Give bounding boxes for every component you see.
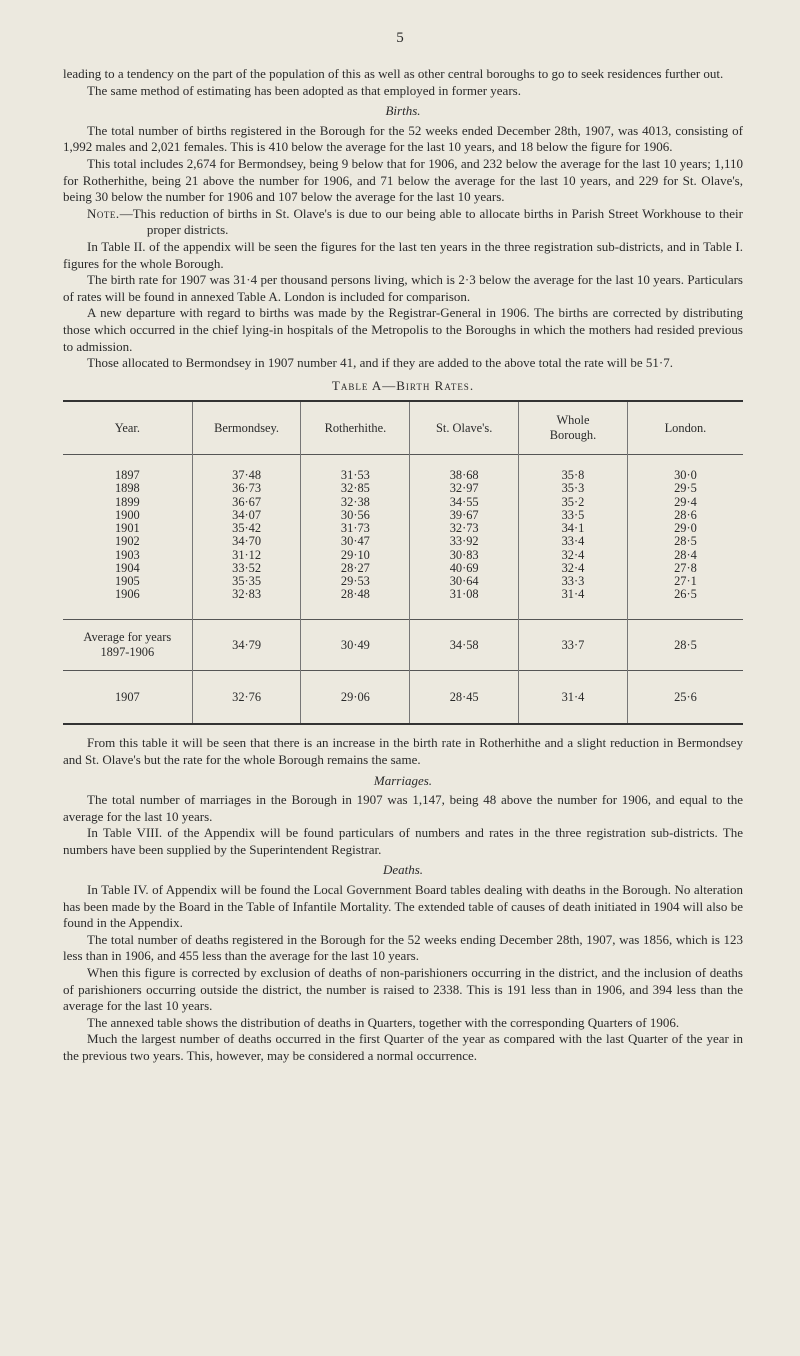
cell-whole-borough: 33·3 — [519, 575, 628, 588]
table-header-row — [63, 401, 743, 455]
cell-st-olaves: 33·92 — [410, 535, 519, 548]
cell-rotherhithe: 30·47 — [301, 535, 410, 548]
cell-st-olaves: 32·97 — [410, 482, 519, 495]
table-row — [63, 535, 743, 548]
current-year-row — [63, 671, 743, 725]
cell-year: 1899 — [114, 494, 140, 509]
header-year: Year. — [114, 420, 140, 435]
average-bermondsey: 34·79 — [192, 620, 301, 671]
cell-rotherhithe: 29·10 — [301, 549, 410, 562]
header-whole-borough — [519, 401, 628, 455]
cell-year: 1902 — [114, 534, 140, 549]
cell-bermondsey: 34·07 — [192, 509, 301, 522]
cell-london: 27·1 — [627, 575, 743, 588]
cell-st-olaves: 34·55 — [410, 496, 519, 509]
cell-st-olaves: 30·83 — [410, 549, 519, 562]
cell-whole-borough: 35·3 — [519, 482, 628, 495]
deaths-paragraph-4: The annexed table shows the distribution of deaths in Quarters, together with the corresponding Quarters of 1906. — [87, 1014, 680, 1030]
note-text: —This reduction of births in St. Olave's is due to our being able to allocate births in Parish Street Workhouse to their proper districts. — [119, 205, 743, 238]
header-london: London. — [627, 401, 743, 455]
average-label-line1: Average for years — [83, 630, 172, 645]
header-bermondsey: Bermondsey. — [192, 401, 301, 455]
cell-year: 1904 — [114, 560, 140, 575]
cell-year: 1898 — [114, 481, 140, 496]
births-heading: Births. — [385, 103, 421, 119]
table-row — [63, 482, 743, 495]
cell-year: 1900 — [114, 507, 140, 522]
intro-paragraph-2: The same method of estimating has been adopted as that employed in former years. — [87, 82, 521, 98]
cell-london: 28·6 — [627, 509, 743, 522]
cell-whole-borough: 33·5 — [519, 509, 628, 522]
cell-bermondsey: 33·52 — [192, 562, 301, 575]
cell-st-olaves: 40·69 — [410, 562, 519, 575]
deaths-heading: Deaths. — [382, 862, 424, 878]
cell-st-olaves: 32·73 — [410, 522, 519, 535]
cell-st-olaves: 39·67 — [410, 509, 519, 522]
cell-st-olaves: 30·64 — [410, 575, 519, 588]
births-paragraph-5: A new departure with regard to births was made by the Registrar-General in 1906. The births are corrected by distributing those which occurred in the chief lying-in hospitals of the Metropolis to the Boroughs in which the mothers had resided previous to admission. — [63, 305, 743, 354]
cell-year: 1905 — [114, 573, 140, 588]
cell-year: 1903 — [114, 547, 140, 562]
cell-rotherhithe: 28·48 — [301, 588, 410, 620]
table-row — [63, 549, 743, 562]
cell-london: 29·4 — [627, 496, 743, 509]
cell-bermondsey: 37·48 — [192, 455, 301, 483]
cell-whole-borough: 35·8 — [519, 455, 628, 483]
table-row — [63, 588, 743, 620]
marriages-heading: Marriages. — [373, 772, 433, 788]
cell-london: 28·5 — [627, 535, 743, 548]
births-note — [63, 206, 743, 239]
cell-bermondsey: 34·70 — [192, 535, 301, 548]
cell-london: 27·8 — [627, 562, 743, 575]
average-row — [63, 620, 743, 671]
deaths-paragraph-3: When this figure is corrected by exclusion of deaths of non-parishioners occurring in the district, and the inclusion of deaths of parishioners occurring outside the district, the number is raised to 2338. This is 191 less than in 1906, and 394 less than the average for the last 10 years. — [63, 965, 743, 1014]
table-row — [63, 509, 743, 522]
cell-year: 1901 — [114, 521, 140, 536]
table-row — [63, 496, 743, 509]
average-label-line2: 1897-1906 — [100, 645, 155, 660]
average-whole-borough: 33·7 — [519, 620, 628, 671]
cell-whole-borough: 31·4 — [519, 588, 628, 620]
deaths-paragraph-2: The total number of deaths registered in the Borough for the 52 weeks ending December 28th, 1907, was 1856, which is 123 less than in 1906, and 455 less than the average for the last 10 years. — [63, 931, 743, 964]
average-rotherhithe: 30·49 — [301, 620, 410, 671]
cell-london: 28·4 — [627, 549, 743, 562]
current-st-olaves: 28·45 — [410, 671, 519, 725]
table-row — [63, 522, 743, 535]
births-paragraph-3: In Table II. of the appendix will be seen the figures for the last ten years in the three registration sub-districts, and in Table I. figures for the whole Borough. — [63, 238, 743, 271]
births-paragraph-4: The birth rate for 1907 was 31·4 per thousand persons living, which is 2·3 below the average for the last 10 years. Particulars of rates will be found in annexed Table A. London is included for comparison. — [63, 272, 743, 304]
cell-london: 29·0 — [627, 522, 743, 535]
cell-london: 30·0 — [627, 455, 743, 483]
cell-rotherhithe: 29·53 — [301, 575, 410, 588]
cell-rotherhithe: 30·56 — [301, 509, 410, 522]
births-paragraph-1: The total number of births registered in the Borough for the 52 weeks ended December 28th, 1907, was 4013, consisting of 1,992 males and 2,021 females. This is 410 below the average for the last 10 years, and 18 below the figure for 1906. — [63, 122, 743, 155]
note-label: Note. — [87, 205, 120, 221]
page-content — [63, 66, 743, 1065]
cell-bermondsey: 35·42 — [192, 522, 301, 535]
table-row — [63, 455, 743, 483]
intro-paragraph-1: leading to a tendency on the part of the population of this as well as other central boroughs to go to seek residences further out. — [63, 66, 724, 81]
deaths-paragraph-1: In Table IV. of Appendix will be found the Local Government Board tables dealing with deaths in the Borough. No alteration has been made by the Board in the Table of Infantile Mortality. The extended table of causes of death initiated in 1904 will also be found in the Appendix. — [63, 882, 743, 931]
cell-rotherhithe: 31·73 — [301, 522, 410, 535]
current-rotherhithe: 29·06 — [301, 671, 410, 725]
current-london: 25·6 — [627, 671, 743, 725]
current-year: 1907 — [114, 689, 140, 704]
header-whole-borough-text: Whole Borough. — [549, 413, 597, 443]
page-number: 5 — [396, 30, 404, 46]
cell-bermondsey: 36·67 — [192, 496, 301, 509]
cell-year: 1897 — [114, 468, 140, 483]
header-st-olaves: St. Olave's. — [410, 401, 519, 455]
cell-whole-borough: 33·4 — [519, 535, 628, 548]
average-st-olaves: 34·58 — [410, 620, 519, 671]
cell-london: 29·5 — [627, 482, 743, 495]
cell-rotherhithe: 32·38 — [301, 496, 410, 509]
table-row — [63, 562, 743, 575]
cell-year: 1906 — [114, 587, 140, 602]
cell-bermondsey: 35·35 — [192, 575, 301, 588]
marriages-paragraph-1: The total number of marriages in the Borough in 1907 was 1,147, being 48 above the number for 1906, and equal to the average for the last 10 years. — [63, 792, 743, 824]
table-a-title: Table A—Birth Rates. — [331, 377, 475, 393]
cell-whole-borough: 34·1 — [519, 522, 628, 535]
cell-rotherhithe: 28·27 — [301, 562, 410, 575]
cell-st-olaves: 38·68 — [410, 455, 519, 483]
header-rotherhithe: Rotherhithe. — [301, 401, 410, 455]
current-whole-borough: 31·4 — [519, 671, 628, 725]
average-label — [63, 620, 192, 671]
cell-rotherhithe: 31·53 — [301, 455, 410, 483]
cell-whole-borough: 32·4 — [519, 562, 628, 575]
current-bermondsey: 32·76 — [192, 671, 301, 725]
cell-rotherhithe: 32·85 — [301, 482, 410, 495]
average-london: 28·5 — [627, 620, 743, 671]
birth-rates-table — [63, 400, 743, 725]
births-paragraph-6: Those allocated to Bermondsey in 1907 number 41, and if they are added to the above total the rate will be 51·7. — [87, 355, 673, 371]
cell-whole-borough: 32·4 — [519, 549, 628, 562]
table-row — [63, 575, 743, 588]
cell-bermondsey: 36·73 — [192, 482, 301, 495]
marriages-paragraph-2: In Table VIII. of the Appendix will be found particulars of numbers and rates in the three registration sub-districts. The numbers have been supplied by the Superintendent Registrar. — [63, 825, 743, 857]
cell-bermondsey: 32·83 — [192, 588, 301, 620]
cell-st-olaves: 31·08 — [410, 588, 519, 620]
cell-bermondsey: 31·12 — [192, 549, 301, 562]
births-paragraph-2: This total includes 2,674 for Bermondsey, being 9 below that for 1906, and 232 below the average for the last 10 years; 1,110 for Rotherhithe, being 21 above the number for 1906, and 71 below the average for the last 10 years, and 229 for St. Olave's, being 30 below the number for 1906 and 107 below the average for the last 10 years. — [63, 155, 743, 205]
cell-london: 26·5 — [627, 588, 743, 620]
after-table-paragraph: From this table it will be seen that there is an increase in the birth rate in Rotherhithe and a slight reduction in Bermondsey and St. Olave's but the rate for the whole Borough remains the same. — [63, 735, 743, 767]
deaths-paragraph-5: Much the largest number of deaths occurred in the first Quarter of the year as compared with the last Quarter of the year in the previous two years. This, however, may be considered a normal occurrence. — [63, 1031, 743, 1063]
cell-whole-borough: 35·2 — [519, 496, 628, 509]
